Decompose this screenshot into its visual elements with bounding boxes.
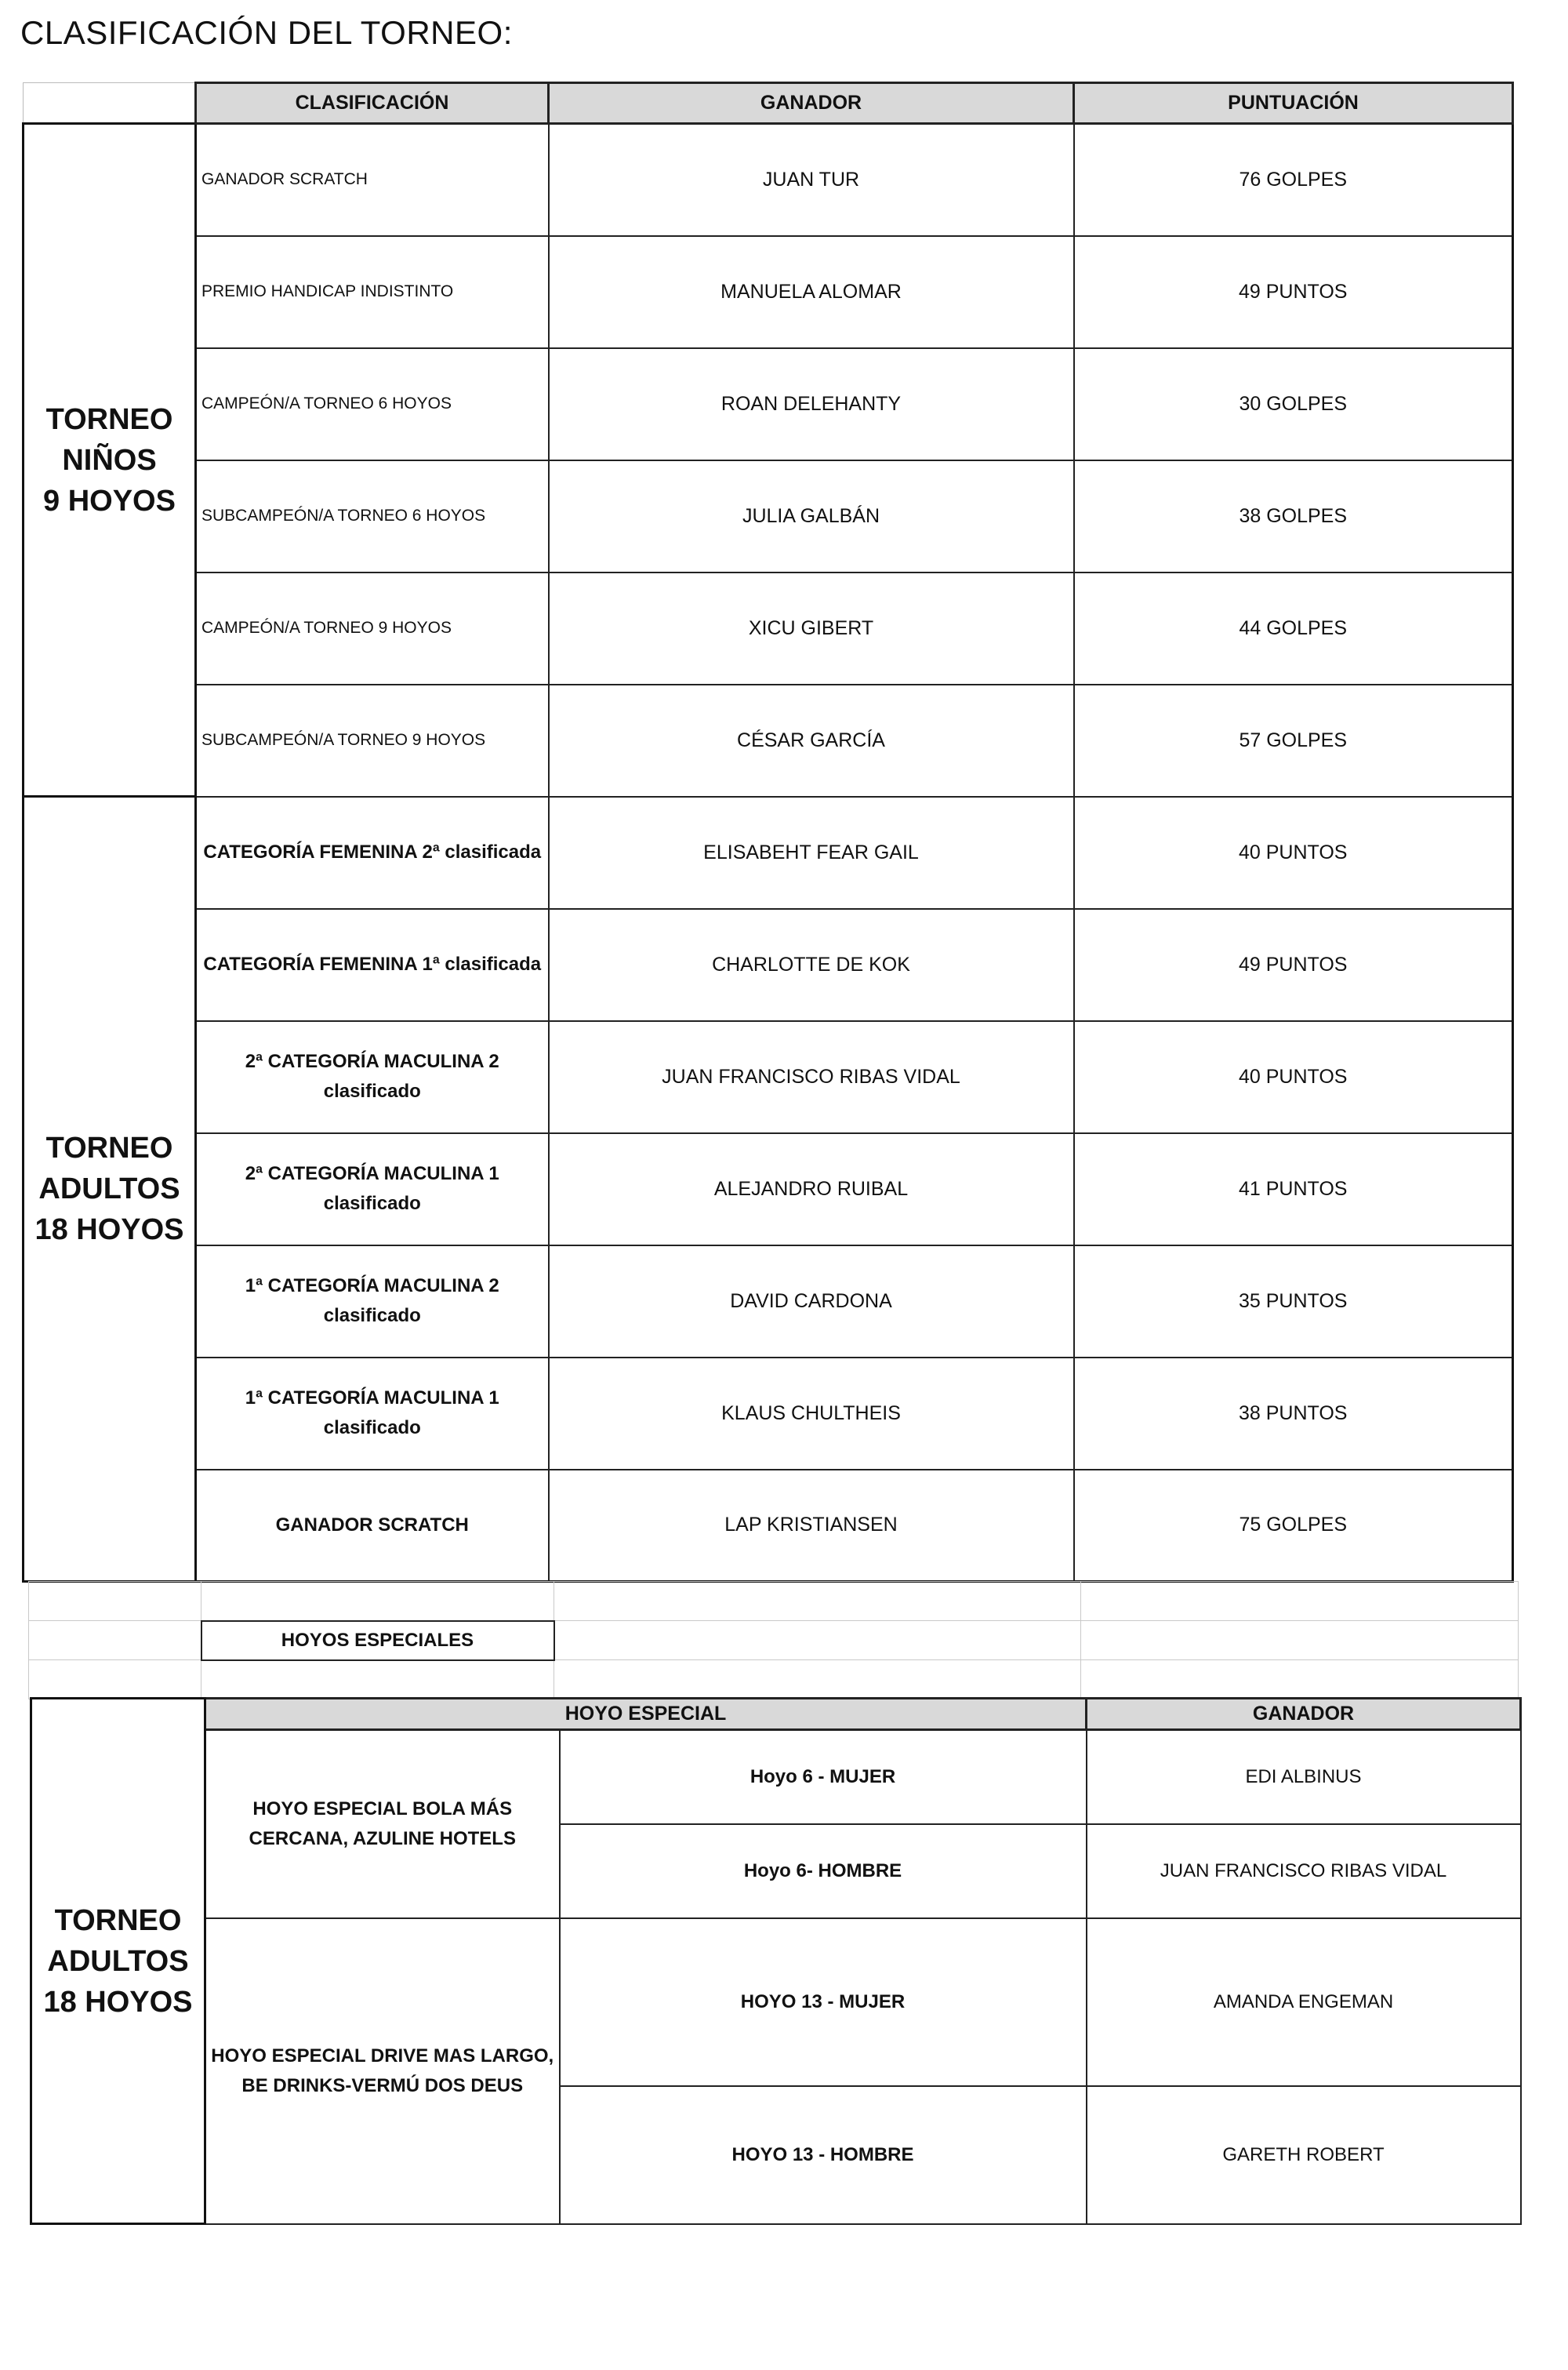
special-hole-cell: HOYO 13 - MUJER	[560, 1918, 1087, 2086]
special-prize-name: HOYO ESPECIAL DRIVE MAS LARGO, BE DRINKS-VERMÚ DOS DEUS	[205, 1918, 560, 2224]
table-row	[24, 909, 1513, 1021]
table-row	[24, 236, 1513, 348]
table-row	[24, 1245, 1513, 1358]
header-ganador-especial: GANADOR	[1087, 1699, 1521, 1730]
ganador-cell: XICU GIBERT	[549, 573, 1074, 685]
puntuacion-cell: 49 PUNTOS	[1074, 236, 1513, 348]
special-prize-name: HOYO ESPECIAL BOLA MÁS CERCANA, AZULINE HOTELS	[205, 1730, 560, 1918]
table-row	[24, 1470, 1513, 1582]
classification-table	[22, 82, 1514, 1583]
spacer-row	[29, 1621, 1519, 1660]
puntuacion-cell: 76 GOLPES	[1074, 124, 1513, 236]
puntuacion-cell: 30 GOLPES	[1074, 348, 1513, 460]
clasificacion-cell: 1ª CATEGORÍA MACULINA 2 clasificado	[196, 1245, 549, 1358]
ganador-cell: ROAN DELEHANTY	[549, 348, 1074, 460]
clasificacion-cell: CATEGORÍA FEMENINA 2ª clasificada	[196, 797, 549, 909]
special-hole-cell: Hoyo 6- HOMBRE	[560, 1824, 1087, 1918]
hoyos-especiales-label: HOYOS ESPECIALES	[201, 1621, 554, 1660]
puntuacion-cell: 75 GOLPES	[1074, 1470, 1513, 1582]
spacer-row	[29, 1660, 1519, 1699]
clasificacion-cell: 2ª CATEGORÍA MACULINA 1 clasificado	[196, 1133, 549, 1245]
spacer-row	[29, 1582, 1519, 1621]
table-row	[24, 460, 1513, 573]
page-title: CLASIFICACIÓN DEL TORNEO:	[20, 14, 513, 51]
puntuacion-cell: 38 PUNTOS	[1074, 1358, 1513, 1470]
clasificacion-cell: CAMPEÓN/A TORNEO 6 HOYOS	[196, 348, 549, 460]
special-hole-cell: HOYO 13 - HOMBRE	[560, 2086, 1087, 2224]
spacer-grid	[28, 1581, 1519, 1699]
ganador-cell: KLAUS CHULTHEIS	[549, 1358, 1074, 1470]
clasificacion-cell: SUBCAMPEÓN/A TORNEO 9 HOYOS	[196, 685, 549, 797]
ganador-cell: CÉSAR GARCÍA	[549, 685, 1074, 797]
table-row	[24, 797, 1513, 909]
group-label-ninos: TORNEO NIÑOS 9 HOYOS	[24, 124, 196, 797]
table-row	[24, 685, 1513, 797]
puntuacion-cell: 40 PUNTOS	[1074, 1021, 1513, 1133]
special-winner-cell: GARETH ROBERT	[1087, 2086, 1521, 2224]
table-row	[24, 573, 1513, 685]
ganador-cell: JUAN FRANCISCO RIBAS VIDAL	[549, 1021, 1074, 1133]
clasificacion-cell: CATEGORÍA FEMENINA 1ª clasificada	[196, 909, 549, 1021]
clasificacion-cell: 2ª CATEGORÍA MACULINA 2 clasificado	[196, 1021, 549, 1133]
header-ganador: GANADOR	[549, 83, 1074, 124]
ganador-cell: ALEJANDRO RUIBAL	[549, 1133, 1074, 1245]
clasificacion-cell: 1ª CATEGORÍA MACULINA 1 clasificado	[196, 1358, 549, 1470]
header-hoyo-especial: HOYO ESPECIAL	[205, 1699, 1087, 1730]
table-row	[24, 1358, 1513, 1470]
ganador-cell: JUAN TUR	[549, 124, 1074, 236]
header-clasificacion: CLASIFICACIÓN	[196, 83, 549, 124]
table-row	[31, 1918, 1521, 2086]
ganador-cell: DAVID CARDONA	[549, 1245, 1074, 1358]
clasificacion-cell: CAMPEÓN/A TORNEO 9 HOYOS	[196, 573, 549, 685]
ganador-cell: ELISABEHT FEAR GAIL	[549, 797, 1074, 909]
header-puntuacion: PUNTUACIÓN	[1074, 83, 1513, 124]
puntuacion-cell: 41 PUNTOS	[1074, 1133, 1513, 1245]
puntuacion-cell: 40 PUNTOS	[1074, 797, 1513, 909]
classification-header-row	[24, 83, 1513, 124]
table-row	[24, 1133, 1513, 1245]
special-group-label: TORNEO ADULTOS 18 HOYOS	[31, 1699, 205, 2224]
special-winner-cell: EDI ALBINUS	[1087, 1730, 1521, 1824]
special-header-row	[31, 1699, 1521, 1730]
puntuacion-cell: 57 GOLPES	[1074, 685, 1513, 797]
clasificacion-cell: SUBCAMPEÓN/A TORNEO 6 HOYOS	[196, 460, 549, 573]
table-row	[24, 124, 1513, 236]
special-winner-cell: AMANDA ENGEMAN	[1087, 1918, 1521, 2086]
special-holes-table	[30, 1697, 1522, 2225]
table-row	[24, 1021, 1513, 1133]
clasificacion-cell: PREMIO HANDICAP INDISTINTO	[196, 236, 549, 348]
header-corner	[24, 83, 196, 124]
puntuacion-cell: 49 PUNTOS	[1074, 909, 1513, 1021]
puntuacion-cell: 35 PUNTOS	[1074, 1245, 1513, 1358]
clasificacion-cell: GANADOR SCRATCH	[196, 1470, 549, 1582]
ganador-cell: JULIA GALBÁN	[549, 460, 1074, 573]
ganador-cell: MANUELA ALOMAR	[549, 236, 1074, 348]
ganador-cell: CHARLOTTE DE KOK	[549, 909, 1074, 1021]
puntuacion-cell: 38 GOLPES	[1074, 460, 1513, 573]
table-row	[31, 1730, 1521, 1824]
table-row	[24, 348, 1513, 460]
clasificacion-cell: GANADOR SCRATCH	[196, 124, 549, 236]
group-label-adultos: TORNEO ADULTOS 18 HOYOS	[24, 797, 196, 1582]
puntuacion-cell: 44 GOLPES	[1074, 573, 1513, 685]
special-winner-cell: JUAN FRANCISCO RIBAS VIDAL	[1087, 1824, 1521, 1918]
special-hole-cell: Hoyo 6 - MUJER	[560, 1730, 1087, 1824]
ganador-cell: LAP KRISTIANSEN	[549, 1470, 1074, 1582]
